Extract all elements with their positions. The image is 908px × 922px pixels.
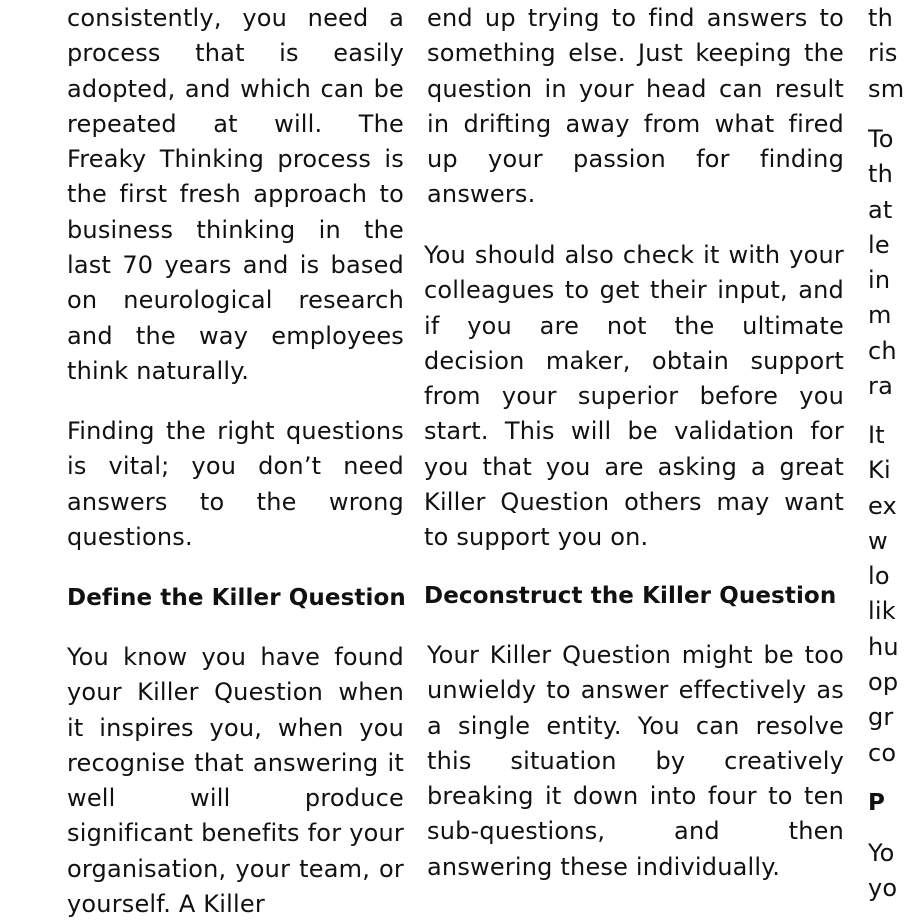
paragraph: You should also check it with your colleagues to get their input, and if you are not the ultimate decision maker, obtain support from your superior before you start. This will be validation for you that you are asking a great Killer Question others may want to support you on. xyxy=(424,241,844,552)
text-column-2 xyxy=(424,0,844,903)
paragraph: It Ki ex w lo lik hu op gr co xyxy=(868,421,899,767)
paragraph: You know you have found your Killer Question when it inspires you, when you recognise that answering it well will produce significant benefits for your organisation, your team, or yourself. A Killer xyxy=(67,643,404,919)
paragraph: Your Killer Question might be too unwieldy to answer effectively as a single entity. You can resolve this situation by creatively breaking it down into four to ten sub-questions, and then answering these individually. xyxy=(427,641,844,881)
paragraph: th ris sm xyxy=(868,4,905,103)
text-column-1 xyxy=(67,0,406,919)
section-heading: P xyxy=(868,790,885,816)
paragraph: Finding the right questions is vital; you don’t need answers to the wrong questions. xyxy=(67,417,404,551)
paragraph: end up trying to find answers to something else. Just keeping the question in your head can result in drifting away from what fired up your passion for finding answers. xyxy=(427,4,844,209)
section-heading-define: Define the Killer Question xyxy=(67,585,406,611)
paragraph: Yo yo xyxy=(868,839,898,903)
section-heading-deconstruct: Deconstruct the Killer Question xyxy=(424,583,837,609)
text-column-3-cropped xyxy=(868,0,908,903)
paragraph: To th at le in m ch ra xyxy=(868,125,897,401)
paragraph: consistently, you need a process that is easily adopted, and which can be repeated at will. The Freaky Thinking process is the first fresh approach to business thinking in the last 70 years and is based on neurological research and the way employees think naturally. xyxy=(67,4,404,385)
